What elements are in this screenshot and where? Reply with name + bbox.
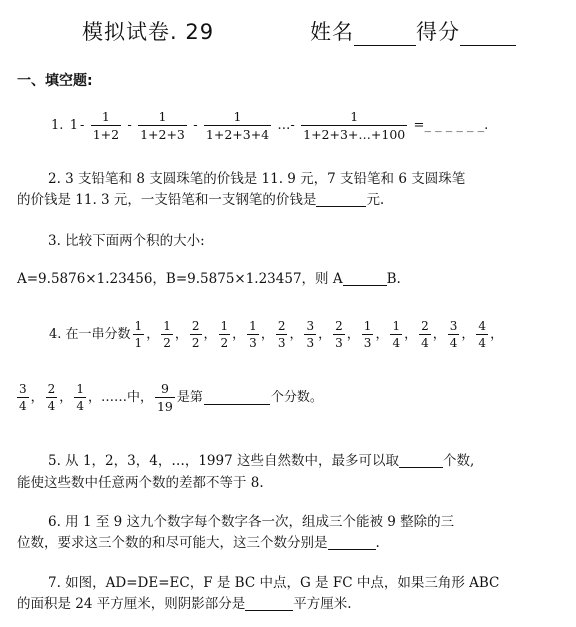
q4-fraction: $\frac{2}{3}$	[277, 319, 286, 350]
q1-fraction-1: $\frac{1}{1+2}$	[92, 109, 120, 142]
name-field	[310, 16, 516, 46]
q4-fraction: $\frac{1}{3}$	[249, 319, 257, 350]
question-2-line-2: 的价钱是 11. 3 元，一支铅笔和一支钢笔的价钱是 元.	[17, 192, 385, 208]
comma: ，	[260, 326, 274, 342]
q6-answer-blank[interactable]	[328, 535, 376, 550]
section-title: 一、填空题:	[17, 73, 93, 89]
score-label: 得分	[416, 20, 460, 44]
q4-fraction: $\frac{2}{4}$	[421, 319, 429, 350]
comma: ，	[346, 326, 360, 342]
comma: ，	[375, 326, 389, 342]
q4-fraction: $\frac{1}{2}$	[220, 319, 229, 350]
q1-fraction-4: $\frac{1}{1+2+3+\dots+100}$	[303, 109, 406, 142]
comma: ，	[146, 326, 160, 342]
question-3-line-1: 3. 比较下面两个积的大小:	[48, 233, 205, 249]
question-4-line-1: 4. 在一串分数 $\frac{1}{1}$ ， $\frac{1}{2}$ ， $\frac{2}{2}$ ， $\frac{1}{2}$ ， $\frac{1}{3}$ ， $\frac{2}{3}$ ， $\frac{3}{3}$ ， $\frac{2}{3}$ ， $\frac{1}{3}$ ， $\frac{1}{4}$ ， $\frac{2}{4}$ ， $\frac{3}{4}$ ， $\frac{4}{4}$ ，	[49, 319, 504, 350]
question-7-line-1: 7. 如图，AD=DE=EC，F 是 BC 中点，G 是 FC 中点，如果三角形 ABC	[48, 575, 500, 591]
q4-fraction: $\frac{4}{4}$	[478, 319, 487, 350]
q4-fraction: $\frac{3}{4}$	[449, 319, 458, 350]
q2-answer-blank[interactable]	[316, 192, 366, 207]
q1-answer-blank[interactable]: =_ _ _ _ _ _.	[413, 117, 489, 133]
q4-fraction: $\frac{2}{3}$	[335, 319, 343, 350]
comma: ，	[30, 389, 44, 405]
comma: ，	[59, 389, 73, 405]
q5-answer-blank[interactable]	[399, 453, 443, 468]
comma: ，	[461, 326, 475, 342]
q1-fraction-3: $\frac{1}{1+2+3+4}$	[205, 109, 270, 142]
q4-fraction: $\frac{1}{2}$	[163, 319, 171, 350]
question-1: 1. 1 - $\frac{1}{1+2}$ - $\frac{1}{1+2+3}$ - $\frac{1}{1+2+3+4}$ …- $\frac{1}{1+2+3+\dots+100}$ =_ _ _ _ _ _.	[51, 109, 489, 142]
question-2-line-1: 2. 3 支铅笔和 8 支圆珠笔的价钱是 11. 9 元，7 支铅笔和 6 支圆珠笔	[48, 171, 466, 187]
q4-fraction: $\frac{3}{3}$	[306, 319, 315, 350]
question-5-line-1: 5. 从 1，2，3，4，…，1997 这些自然数中，最多可以取 个数,	[48, 453, 475, 469]
q7-answer-blank[interactable]	[245, 596, 293, 611]
q4-fraction: $\frac{1}{3}$	[363, 319, 372, 350]
name-blank[interactable]	[354, 25, 416, 46]
question-4-line-2: $\frac{3}{4}$ ， $\frac{2}{4}$ ， $\frac{1}{4}$ ，……中， $\frac{9}{19}$ 是第 个分数。	[19, 381, 323, 414]
q4-fraction: $\frac{2}{4}$	[47, 382, 56, 413]
comma: ，	[432, 326, 446, 342]
q4-answer-blank[interactable]	[204, 390, 270, 405]
q4-fraction: $\frac{1}{4}$	[76, 382, 84, 413]
q4-fraction: $\frac{1}{1}$	[134, 319, 143, 350]
question-6-line-1: 6. 用 1 至 9 这九个数字每个数字各一次，组成三个能被 9 整除的三	[48, 514, 455, 530]
comma: ，	[490, 326, 504, 342]
q4-target-fraction: $\frac{9}{19}$	[156, 381, 173, 414]
page-title: 模拟试卷. 29	[82, 20, 215, 44]
comma: ，	[404, 326, 418, 342]
question-5-line-2: 能使这些数中任意两个数的差都不等于 8.	[17, 475, 264, 491]
question-6-line-2: 位数，要求这三个数的和尽可能大，这三个数分别是 .	[17, 535, 380, 551]
question-7-line-2: 的面积是 24 平方厘米，则阴影部分是 平方厘米.	[17, 596, 352, 612]
comma: ，	[232, 326, 246, 342]
score-blank[interactable]	[460, 25, 516, 46]
comma: ，	[174, 326, 188, 342]
comma: ，	[289, 326, 303, 342]
name-label: 姓名	[310, 20, 354, 44]
q3-answer-blank[interactable]	[343, 271, 387, 286]
question-3-line-2: A=9.5876×1.23456，B=9.5875×1.23457，则 A B.	[17, 271, 401, 287]
q4-fraction: $\frac{1}{4}$	[392, 319, 401, 350]
q1-fraction-2: $\frac{1}{1+2+3}$	[140, 109, 185, 142]
comma: ，	[318, 326, 332, 342]
comma: ，	[203, 326, 217, 342]
q4-fraction: $\frac{3}{4}$	[19, 382, 27, 413]
q4-fraction: $\frac{2}{2}$	[191, 319, 200, 350]
